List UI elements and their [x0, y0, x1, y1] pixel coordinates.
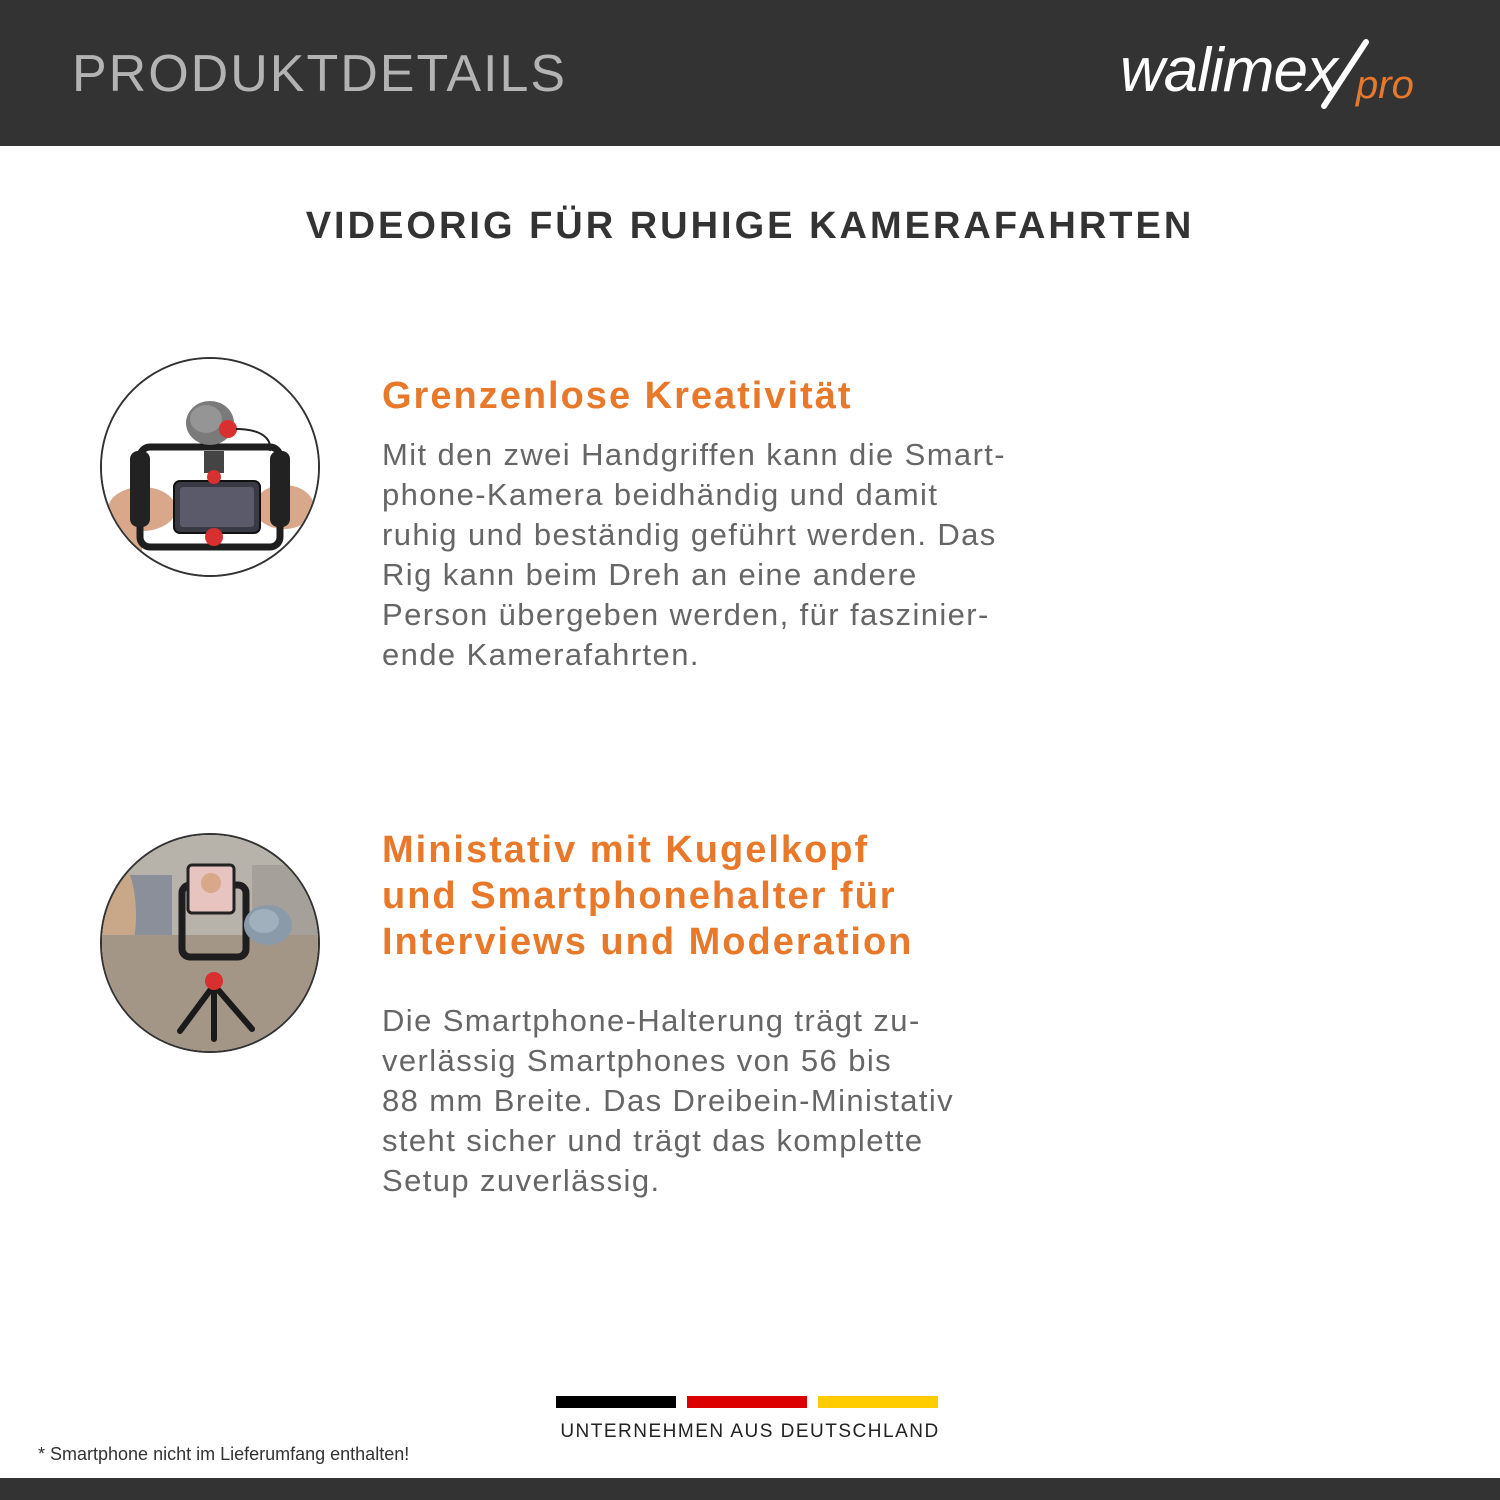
feature-1-text-line: phone-Kamera beidhändig und damit [382, 477, 939, 512]
logo-sub-text: pro [1356, 63, 1414, 107]
feature-2-text-line: Die Smartphone-Halterung trägt zu- [382, 1003, 921, 1038]
company-origin-label: UNTERNEHMEN AUS DEUTSCHLAND [560, 1421, 940, 1442]
feature-1-text-line: Rig kann beim Dreh an eine andere [382, 557, 918, 592]
feature-2-text-line: 88 mm Breite. Das Dreibein-Ministativ [382, 1083, 955, 1118]
feature-2-text-line: steht sicher und trägt das komplette [382, 1123, 924, 1158]
footer-bar [0, 1478, 1500, 1500]
video-rig-handheld-image [100, 357, 320, 577]
feature-1-heading [382, 373, 852, 419]
feature-2-text [382, 1001, 954, 1201]
feature-2-heading [382, 827, 913, 965]
tripod-interview-image [100, 833, 320, 1053]
feature-1-heading-line: Grenzenlose Kreativität [382, 375, 853, 417]
header-bar [0, 0, 1500, 146]
header-title: PRODUKTDETAILS [72, 45, 568, 103]
tripod-illustration [102, 835, 318, 1051]
feature-2-heading-line: Ministativ mit Kugelkopf [382, 829, 870, 871]
footnote: * Smartphone nicht im Lieferumfang enthalten! [38, 1444, 410, 1464]
flag-bar-black [556, 1396, 676, 1408]
main-title: VIDEORIG FÜR RUHIGE KAMERAFAHRTEN [305, 205, 1195, 247]
flag-bar-gold [818, 1396, 938, 1408]
feature-1-text-line: Person übergeben werden, für faszinier- [382, 597, 990, 632]
feature-2-heading-line: Interviews und Moderation [382, 921, 914, 963]
feature-1-text-line: ende Kamerafahrten. [382, 637, 700, 672]
walimex-pro-logo [1120, 36, 1440, 116]
feature-2-text-line: Setup zuverlässig. [382, 1163, 661, 1198]
flag-bar-red [687, 1396, 807, 1408]
feature-2-heading-line: und Smartphonehalter für [382, 875, 897, 917]
feature-1-text-line: Mit den zwei Handgriffen kann die Smart- [382, 437, 1007, 472]
video-rig-illustration [102, 359, 318, 575]
feature-1-text [382, 435, 1006, 675]
feature-2-text-line: verlässig Smartphones von 56 bis [382, 1043, 893, 1078]
logo-main-text: walimex [1120, 36, 1337, 105]
feature-1-text-line: ruhig und beständig geführt werden. Das [382, 517, 997, 552]
